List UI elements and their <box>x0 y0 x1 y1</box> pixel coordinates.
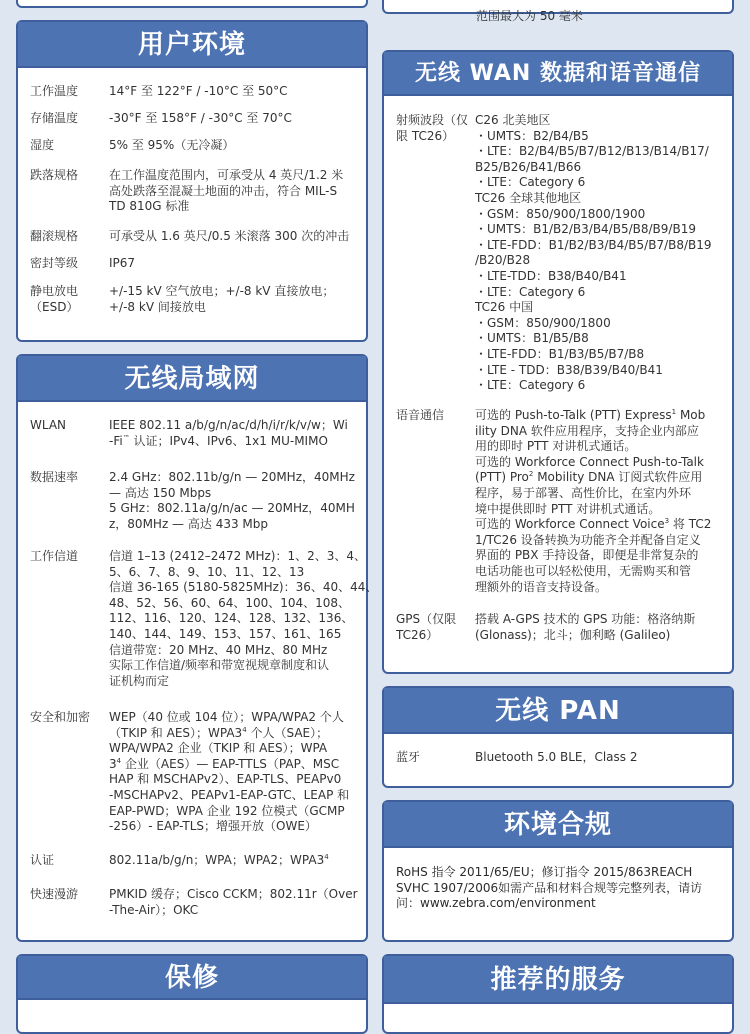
spec-lines <box>475 533 720 595</box>
spec-value <box>109 887 358 923</box>
spec-line: 48、52、56、60、64、100、104、108、 <box>109 595 351 610</box>
footnote-sup: 2 <box>528 470 534 479</box>
spec-label <box>30 168 109 229</box>
spec-row <box>30 256 354 284</box>
spec-line: ・LTE：Category 6 <box>475 284 586 299</box>
footnote-sup: 3 <box>664 517 670 526</box>
warranty-title: 保修 <box>18 956 366 1000</box>
spec-line: ・LTE：Category 6 <box>475 378 586 393</box>
spec-line: ・GSM：850/900/1800 <box>475 315 611 330</box>
text-fragment: (PTT) Pro <box>475 470 529 485</box>
spec-line: ility DNA 软件应用程序，支持企业内部应 <box>475 423 699 438</box>
spec-line: 140、144、149、153、157、161、165 <box>109 626 342 641</box>
spec-line: （仅限 TC26） <box>396 612 457 642</box>
spec-value <box>109 229 354 256</box>
spec-line: 14°F 至 122°F / -10°C 至 50°C <box>109 84 288 98</box>
spec-line: HAP 和 MSCHAPv2）、EAP-TLS、PEAPv0 <box>109 772 342 787</box>
spec-label <box>30 111 109 138</box>
spec-line: TD 810G 标准 <box>109 199 190 214</box>
text-fragment: Mobility DNA 订阅式软件应用 <box>533 470 703 485</box>
spec-line: IP67 <box>109 256 136 270</box>
spec-line: -30°F 至 158°F / -30°C 至 70°C <box>109 111 292 125</box>
wlan-card <box>16 354 378 942</box>
spec-line: 湿度 <box>30 138 55 152</box>
text-fragment: Mob <box>676 408 706 422</box>
spec-line: 5% 至 95%（无冷凝） <box>109 138 235 152</box>
spec-line: RoHS 指令 2011/65/EU；修订指令 2015/863 <box>396 865 651 879</box>
spec-row-auth <box>30 853 354 887</box>
spec-value <box>109 549 377 710</box>
spec-value <box>475 113 720 408</box>
spec-row-fast-roaming <box>30 887 358 923</box>
text-fragment: -Fi <box>109 433 123 448</box>
spec-row <box>30 138 354 168</box>
spec-value <box>109 84 354 111</box>
spec-lines <box>475 486 720 517</box>
user-environment-title: 用户环境 <box>18 22 366 68</box>
previous-card-right-bottom <box>382 0 734 23</box>
spec-line: 信道 36-165 (5180-5825MHz)：36、40、44、 <box>109 580 378 595</box>
spec-line: WEP（40 位或 104 位）；WPA/WPA2 个人 <box>109 710 344 724</box>
spec-label <box>396 113 475 408</box>
spec-line: 可承受从 1.6 英尺/0.5 米滚落 300 次的冲击 <box>109 229 350 243</box>
spec-row <box>30 229 354 256</box>
spec-line <box>109 434 354 450</box>
text-fragment: 可选的 Push-to-Talk (PTT) Express <box>475 408 672 422</box>
spec-line: WPA/WPA2 企业（TKIP 和 AES）；WPA <box>109 741 328 756</box>
wan-title: 无线 WAN 数据和语音通信 <box>384 52 732 96</box>
spec-row-gps <box>396 612 720 652</box>
spec-row-rf-bands <box>396 113 720 408</box>
environmental-compliance-body <box>384 848 732 912</box>
spec-line: 5 GHz：802.11a/g/n/ac — 20MHz，40MH <box>109 501 355 516</box>
spec-value <box>109 168 354 229</box>
spec-line: www.zebra.com/environment <box>420 896 596 911</box>
text-fragment: （TKIP 和 AES）；WPA3 <box>109 725 243 740</box>
spec-label <box>30 138 109 168</box>
spec-row-bluetooth <box>396 750 720 766</box>
spec-line: -The-Air）；OKC <box>109 902 199 917</box>
wireless-pan-body <box>384 734 732 766</box>
spec-line: 跌落规格 <box>30 168 79 182</box>
spec-value <box>109 111 354 138</box>
spec-line: 5、6、7、8、9、10、11、12、13 <box>109 564 305 579</box>
spec-line: 证机构而定 <box>109 673 170 688</box>
spec-value <box>475 612 720 652</box>
spec-label: 工作信道 <box>30 549 79 563</box>
spec-line: 存储温度 <box>30 111 79 125</box>
spec-line: 静电放电 <box>30 284 79 298</box>
spec-line: TC26 中国 <box>475 300 534 315</box>
spec-line: （仅限 TC26） <box>396 113 469 143</box>
wireless-pan-title: 无线 PAN <box>384 688 732 734</box>
wireless-pan-card <box>382 686 734 788</box>
spec-row-voice <box>396 408 720 612</box>
wan-card <box>382 50 734 674</box>
spec-label: 数据速率 <box>30 470 79 484</box>
spec-line: 用的即时 PTT 对讲机式通话。 <box>475 439 637 454</box>
text-fragment: 3 <box>109 756 117 771</box>
warranty-card <box>16 954 368 1034</box>
user-environment-card <box>16 20 368 342</box>
spec-value <box>109 284 354 324</box>
spec-label: 快速漫游 <box>30 887 79 901</box>
previous-card-left-bottom <box>16 0 368 8</box>
text-fragment: 企业（AES）— EAP-TTLS（PAP、MSC <box>121 756 340 771</box>
trademark-sup: ™ <box>122 433 130 442</box>
spec-line: 界面的 PBX 手持设备，即便是非常复杂的 <box>475 548 699 563</box>
spec-line <box>475 517 720 533</box>
spec-label: 蓝牙 <box>396 750 421 764</box>
previous-card-tail-text: 范围最大为 50 毫米 <box>476 9 583 23</box>
wlan-body <box>18 402 378 923</box>
spec-row <box>30 84 354 111</box>
footnote-sup: 4 <box>324 853 329 861</box>
spec-line: -256）- EAP-TLS；增强开放（OWE） <box>109 819 317 834</box>
spec-line: EAP-PWD；WPA 企业 192 位模式（GCMP <box>109 803 345 818</box>
spec-value <box>109 853 354 887</box>
spec-line: IEEE 802.11 a/b/g/n/ac/d/h/i/r/k/v/w；Wi <box>109 418 348 432</box>
spec-value <box>109 710 354 853</box>
text-fragment: 将 TC2 <box>669 517 712 532</box>
spec-line: 在工作温度范围内，可承受从 4 英尺/1.2 米 <box>109 168 344 182</box>
spec-line: 工作温度 <box>30 84 79 98</box>
spec-row-channels <box>30 549 378 710</box>
spec-line: ・LTE-FDD：B1/B2/B3/B4/B5/B7/B8/B19 <box>475 237 712 252</box>
spec-line: 翻滚规格 <box>30 229 79 243</box>
spec-line: 电话功能也可以轻松使用，无需购买和管 <box>475 563 692 578</box>
footnote-sup: 4 <box>242 725 247 734</box>
spec-line: 境中提供即时 PTT 对讲机式通话。 <box>475 501 661 516</box>
text-fragment: 802.11a/b/g/n；WPA；WPA2；WPA3 <box>109 853 325 867</box>
spec-line: 高处跌落至混凝土地面的冲击，符合 MIL-S <box>109 183 338 198</box>
spec-line: 理额外的语音支持设备。 <box>475 579 608 594</box>
spec-line: +/-15 kV 空气放电；+/-8 kV 直接放电； <box>109 284 335 298</box>
spec-value <box>109 138 354 168</box>
spec-row <box>30 284 354 324</box>
spec-value <box>475 408 720 612</box>
spec-label: 语音通信 <box>396 408 445 422</box>
spec-line: z，80MHz — 高达 433 Mbp <box>109 516 268 531</box>
wlan-title: 无线局域网 <box>18 356 366 402</box>
spec-row <box>30 111 354 138</box>
spec-row-wlan <box>30 418 354 470</box>
text-fragment: 认证；IPv4、IPv6、1x1 MU-MIMO <box>129 433 328 448</box>
spec-label <box>396 612 475 652</box>
spec-line: 112、116、120、124、128、132、136、 <box>109 611 354 626</box>
user-environment-body <box>18 68 366 324</box>
text-fragment: 可选的 Workforce Connect Voice <box>475 517 665 532</box>
spec-label: 认证 <box>30 853 55 867</box>
spec-line: ・UMTS：B1/B2/B3/B4/B5/B8/B9/B19 <box>475 222 696 237</box>
spec-label <box>30 229 109 256</box>
spec-row-data-rate <box>30 470 354 549</box>
spec-line: 1/TC26 设备转换为功能齐全并配备自定义 <box>475 532 701 547</box>
spec-line: 信道 1–13 (2412–2472 MHz)：1、2、3、4、 <box>109 549 367 563</box>
spec-line: B25/B26/B41/B66 <box>475 159 582 174</box>
spec-line: 如需产品和材料合规等完整列表，请访问： <box>396 880 703 911</box>
spec-label <box>30 284 109 324</box>
spec-label <box>30 256 109 284</box>
spec-line: /B20/B28 <box>475 253 531 268</box>
spec-value: Bluetooth 5.0 BLE，Class 2 <box>475 750 638 764</box>
spec-value <box>109 470 355 549</box>
spec-label <box>30 84 109 111</box>
spec-line: PMKID 缓存；Cisco CCKM；802.11r（Over <box>109 887 358 901</box>
spec-line: 实际工作信道/频率和带宽视规章制度和认 <box>109 658 330 673</box>
spec-line <box>109 853 354 869</box>
spec-row-security <box>30 710 354 853</box>
spec-label: 安全和加密 <box>30 710 91 724</box>
spec-lines <box>109 772 354 834</box>
spec-line: ・UMTS：B2/B4/B5 <box>475 128 589 143</box>
spec-line: 搭载 A-GPS 技术的 GPS 功能：格洛纳斯 <box>475 612 696 626</box>
text-fragment: 个人（SAE）； <box>246 725 329 740</box>
spec-label: WLAN <box>30 418 67 432</box>
spec-line <box>475 470 720 486</box>
environmental-compliance-card <box>382 800 734 942</box>
spec-line: 密封等级 <box>30 256 79 270</box>
spec-line: C26 北美地区 <box>475 113 551 127</box>
footnote-sup: 4 <box>116 756 122 765</box>
footnote-sup: 1 <box>671 408 677 416</box>
spec-value <box>109 256 354 284</box>
spec-line: ・LTE：Category 6 <box>475 175 586 190</box>
recommended-services-title: 推荐的服务 <box>384 956 732 1004</box>
spec-line: (Glonass)；北斗；伽利略 (Galileo) <box>475 627 671 642</box>
wan-body <box>384 96 732 652</box>
spec-line: ・LTE - TDD：B38/B39/B40/B41 <box>475 362 663 377</box>
recommended-services-card <box>382 954 734 1034</box>
spec-line: （ESD） <box>30 299 79 314</box>
spec-line: — 高达 150 Mbps <box>109 485 212 500</box>
spec-line: ・LTE-FDD：B1/B3/B5/B7/B8 <box>475 346 645 361</box>
spec-value <box>109 418 354 470</box>
spec-line: ・LTE-TDD：B38/B40/B41 <box>475 268 627 283</box>
spec-line: TC26 全球其他地区 <box>475 190 582 205</box>
spec-line: 2.4 GHz：802.11b/g/n — 20MHz，40MHz <box>109 470 355 484</box>
spec-line: +/-8 kV 间接放电 <box>109 299 206 314</box>
spec-line: 程序，易于部署、高性价比，在室内外环 <box>475 485 692 500</box>
spec-line: REACH SVHC 1907/2006 <box>396 865 693 895</box>
spec-line: 射频波段 <box>396 113 445 127</box>
spec-lines <box>475 424 720 471</box>
spec-row <box>30 168 354 229</box>
spec-line: 可选的 Workforce Connect Push-to-Talk <box>475 454 704 469</box>
spec-line <box>109 726 354 742</box>
spec-line: ・GSM：850/900/1800/1900 <box>475 206 646 221</box>
spec-line: -MSCHAPv2、PEAPv1-EAP-GTC、LEAP 和 <box>109 787 350 802</box>
spec-line: 信道带宽：20 MHz、40 MHz、80 MHz <box>109 642 328 657</box>
spec-line: GPS <box>396 612 421 626</box>
environmental-compliance-title: 环境合规 <box>384 802 732 848</box>
spec-line: ・LTE：B2/B4/B5/B7/B12/B13/B14/B17/ <box>475 144 709 159</box>
spec-line <box>109 757 354 773</box>
spec-line <box>475 408 720 424</box>
spec-line: ・UMTS：B1/B5/B8 <box>475 331 589 346</box>
